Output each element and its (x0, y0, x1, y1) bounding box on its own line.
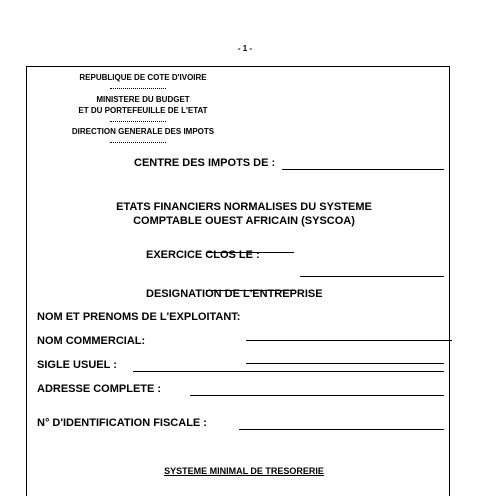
exercise-strike-line (206, 252, 294, 253)
owner-name-label: NOM ET PRENOMS DE L'EXPLOITANT: (37, 311, 241, 323)
tax-id-label: N° D'IDENTIFICATION FISCALE : (37, 417, 207, 429)
address-label: ADRESSE COMPLETE : (37, 383, 162, 395)
header-divider (110, 88, 166, 89)
tax-center-field[interactable] (282, 169, 444, 170)
exercise-label: EXERCICE CLOS LE : (146, 249, 260, 261)
ministry-heading-line1: MINISTERE DU BUDGET (96, 95, 190, 104)
acronym-label: SIGLE USUEL : (37, 359, 117, 371)
section-title: SYSTEME MINIMAL DE TRESORERIE (164, 466, 324, 476)
header-divider (110, 142, 166, 143)
exercise-date-field[interactable] (300, 276, 444, 277)
acronym-field[interactable] (133, 371, 444, 372)
page-number: - 1 - (237, 44, 253, 53)
republic-heading: REPUBLIQUE DE COTE D'IVOIRE (79, 73, 207, 82)
tax-center-label: CENTRE DES IMPOTS DE : (134, 157, 276, 169)
address-field[interactable] (190, 395, 444, 396)
designation-label: DESIGNATION DE L'ENTREPRISE (146, 288, 323, 300)
ministry-heading-line2: ET DU PORTEFEUILLE DE L'ETAT (78, 106, 208, 115)
header-divider (110, 121, 166, 122)
owner-name-field[interactable] (246, 340, 452, 341)
trade-name-field[interactable] (246, 363, 444, 364)
document-title-line1: ETATS FINANCIERS NORMALISES DU SYSTEME (116, 201, 372, 213)
trade-name-label: NOM COMMERCIAL: (37, 335, 146, 347)
direction-heading: DIRECTION GENERALE DES IMPOTS (71, 127, 215, 136)
document-title-line2: COMPTABLE OUEST AFRICAIN (SYSCOA) (133, 215, 355, 227)
designation-strike-line (206, 290, 296, 291)
tax-id-field[interactable] (239, 429, 444, 430)
